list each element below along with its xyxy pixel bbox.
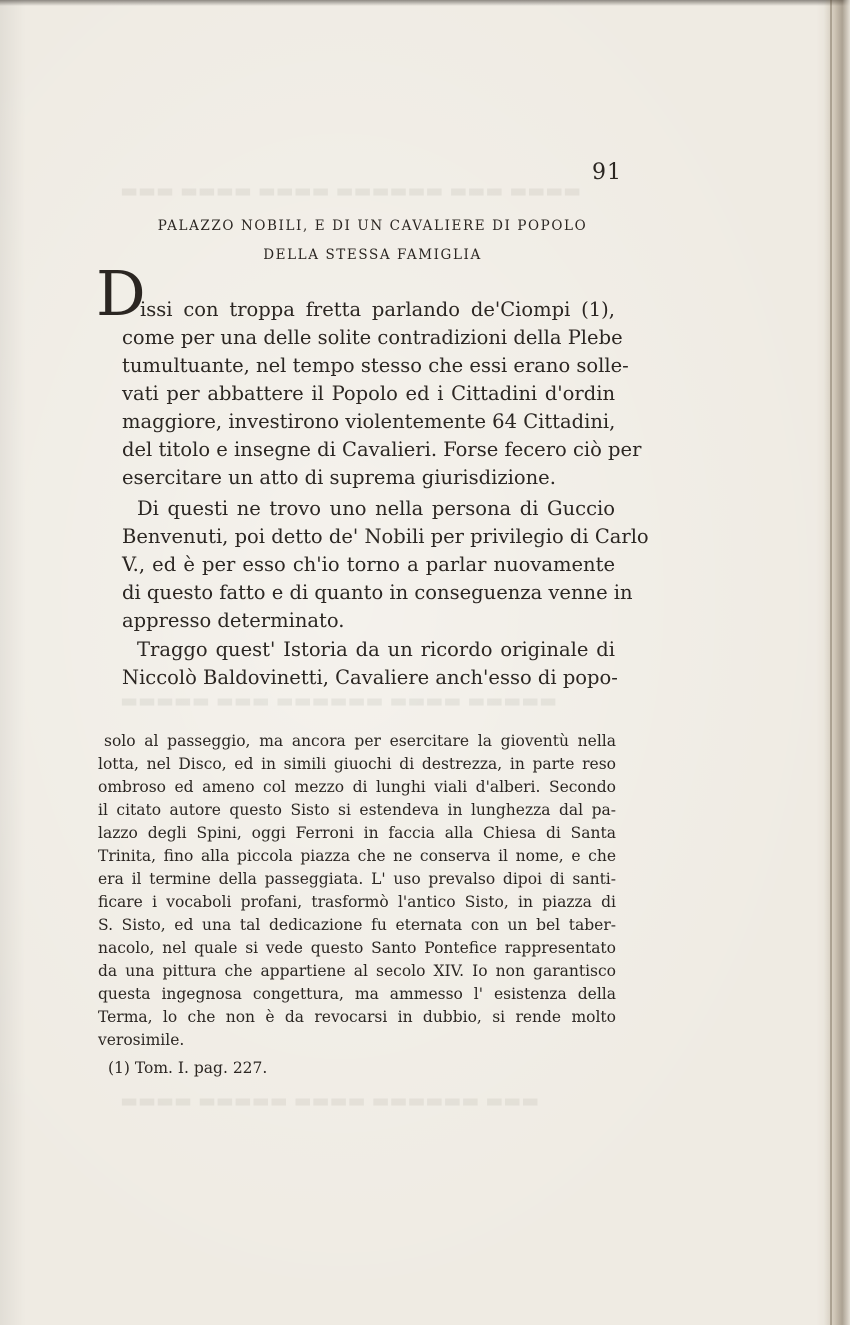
footnote-line: questa ingegnosa congettura, ma ammesso l' esistenza della bbox=[98, 985, 616, 1003]
footnote-line: era il termine della passeggiata. L' uso prevalso dipoi di santi- bbox=[98, 870, 616, 888]
body-line: tumultuante, nel tempo stesso che essi erano solle- bbox=[122, 354, 629, 377]
footnote-line: S. Sisto, ed una tal dedicazione fu eternata con un bel taber- bbox=[98, 916, 616, 934]
body-line: Benvenuti, poi detto de' Nobili per privilegio di Carlo bbox=[122, 525, 649, 548]
body-line: di questo fatto e di quanto in conseguenza venne in bbox=[122, 581, 633, 604]
page-edge-line bbox=[830, 0, 832, 1325]
footnote-line: lazzo degli Spini, oggi Ferroni in faccia alla Chiesa di Santa bbox=[98, 824, 616, 842]
page-number: 91 bbox=[592, 160, 622, 185]
footnote-line: il citato autore questo Sisto si estendeva in lunghezza dal pa- bbox=[98, 801, 616, 819]
footnote-line: nacolo, nel quale si vede questo Santo Pontefice rappresentato bbox=[98, 939, 616, 957]
footnote-line: lotta, nel Disco, ed in simili giuochi di destrezza, in parte reso bbox=[98, 755, 616, 773]
footnote-line: ombroso ed ameno col mezzo di lunghi viali d'alberi. Secondo bbox=[98, 778, 616, 796]
footnote-line: da una pittura che appartiene al secolo XIV. Io non garantisco bbox=[98, 962, 616, 980]
body-line: issi con troppa fretta parlando de'Ciompi (1), bbox=[140, 298, 615, 321]
body-line: esercitare un atto di suprema giurisdizione. bbox=[122, 466, 556, 489]
footnote-line: Trinita, fino alla piccola piazza che ne conserva il nome, e che bbox=[98, 847, 616, 865]
body-line: Traggo quest' Istoria da un ricordo originale di bbox=[137, 638, 615, 661]
footnote-line: Terma, lo che non è da revocarsi in dubbio, si rende molto bbox=[98, 1008, 616, 1026]
footnote-line: solo al passeggio, ma ancora per esercitare la gioventù nella bbox=[104, 732, 616, 750]
body-line: del titolo e insegne di Cavalieri. Forse fecero ciò per bbox=[122, 438, 642, 461]
body-line: vati per abbattere il Popolo ed i Cittadini d'ordin bbox=[122, 382, 615, 405]
footnote-line: ficare i vocaboli profani, trasformò l'antico Sisto, in piazza di bbox=[98, 893, 616, 911]
body-line: maggiore, investirono violentemente 64 Cittadini, bbox=[122, 410, 616, 433]
reference-footnote: (1) Tom. I. pag. 227. bbox=[108, 1059, 268, 1077]
body-line: appresso determinato. bbox=[122, 609, 345, 632]
body-line: Di questi ne trovo uno nella persona di Guccio bbox=[137, 497, 615, 520]
body-line: Niccolò Baldovinetti, Cavaliere anch'esso di popo- bbox=[122, 666, 618, 689]
section-heading-line-2: DELLA STESSA FAMIGLIA bbox=[263, 247, 482, 263]
page-right-edge bbox=[824, 0, 850, 1325]
body-line: come per una delle solite contradizioni della Plebe bbox=[122, 326, 623, 349]
page-top-edge bbox=[0, 0, 850, 6]
footnote-line: verosimile. bbox=[98, 1031, 185, 1049]
bleed-through-shadow: ▬▬▬▬ ▬▬▬ ▬▬▬▬▬▬ ▬▬▬▬ ▬▬▬▬ ▬▬▬ bbox=[120, 180, 582, 202]
drop-cap: D bbox=[96, 257, 146, 330]
bleed-through-shadow: ▬▬▬ ▬▬▬▬▬▬ ▬▬▬▬ ▬▬▬▬▬ ▬▬▬▬ bbox=[120, 1090, 540, 1112]
body-line: V., ed è per esso ch'io torno a parlar nuovamente bbox=[122, 553, 615, 576]
section-heading-line-1: PALAZZO NOBILI, E DI UN CAVALIERE DI POPOLO bbox=[157, 218, 588, 234]
bleed-through-shadow: ▬▬▬▬▬ ▬▬▬▬ ▬▬▬▬▬▬ ▬▬▬ ▬▬▬▬▬ bbox=[120, 690, 558, 712]
